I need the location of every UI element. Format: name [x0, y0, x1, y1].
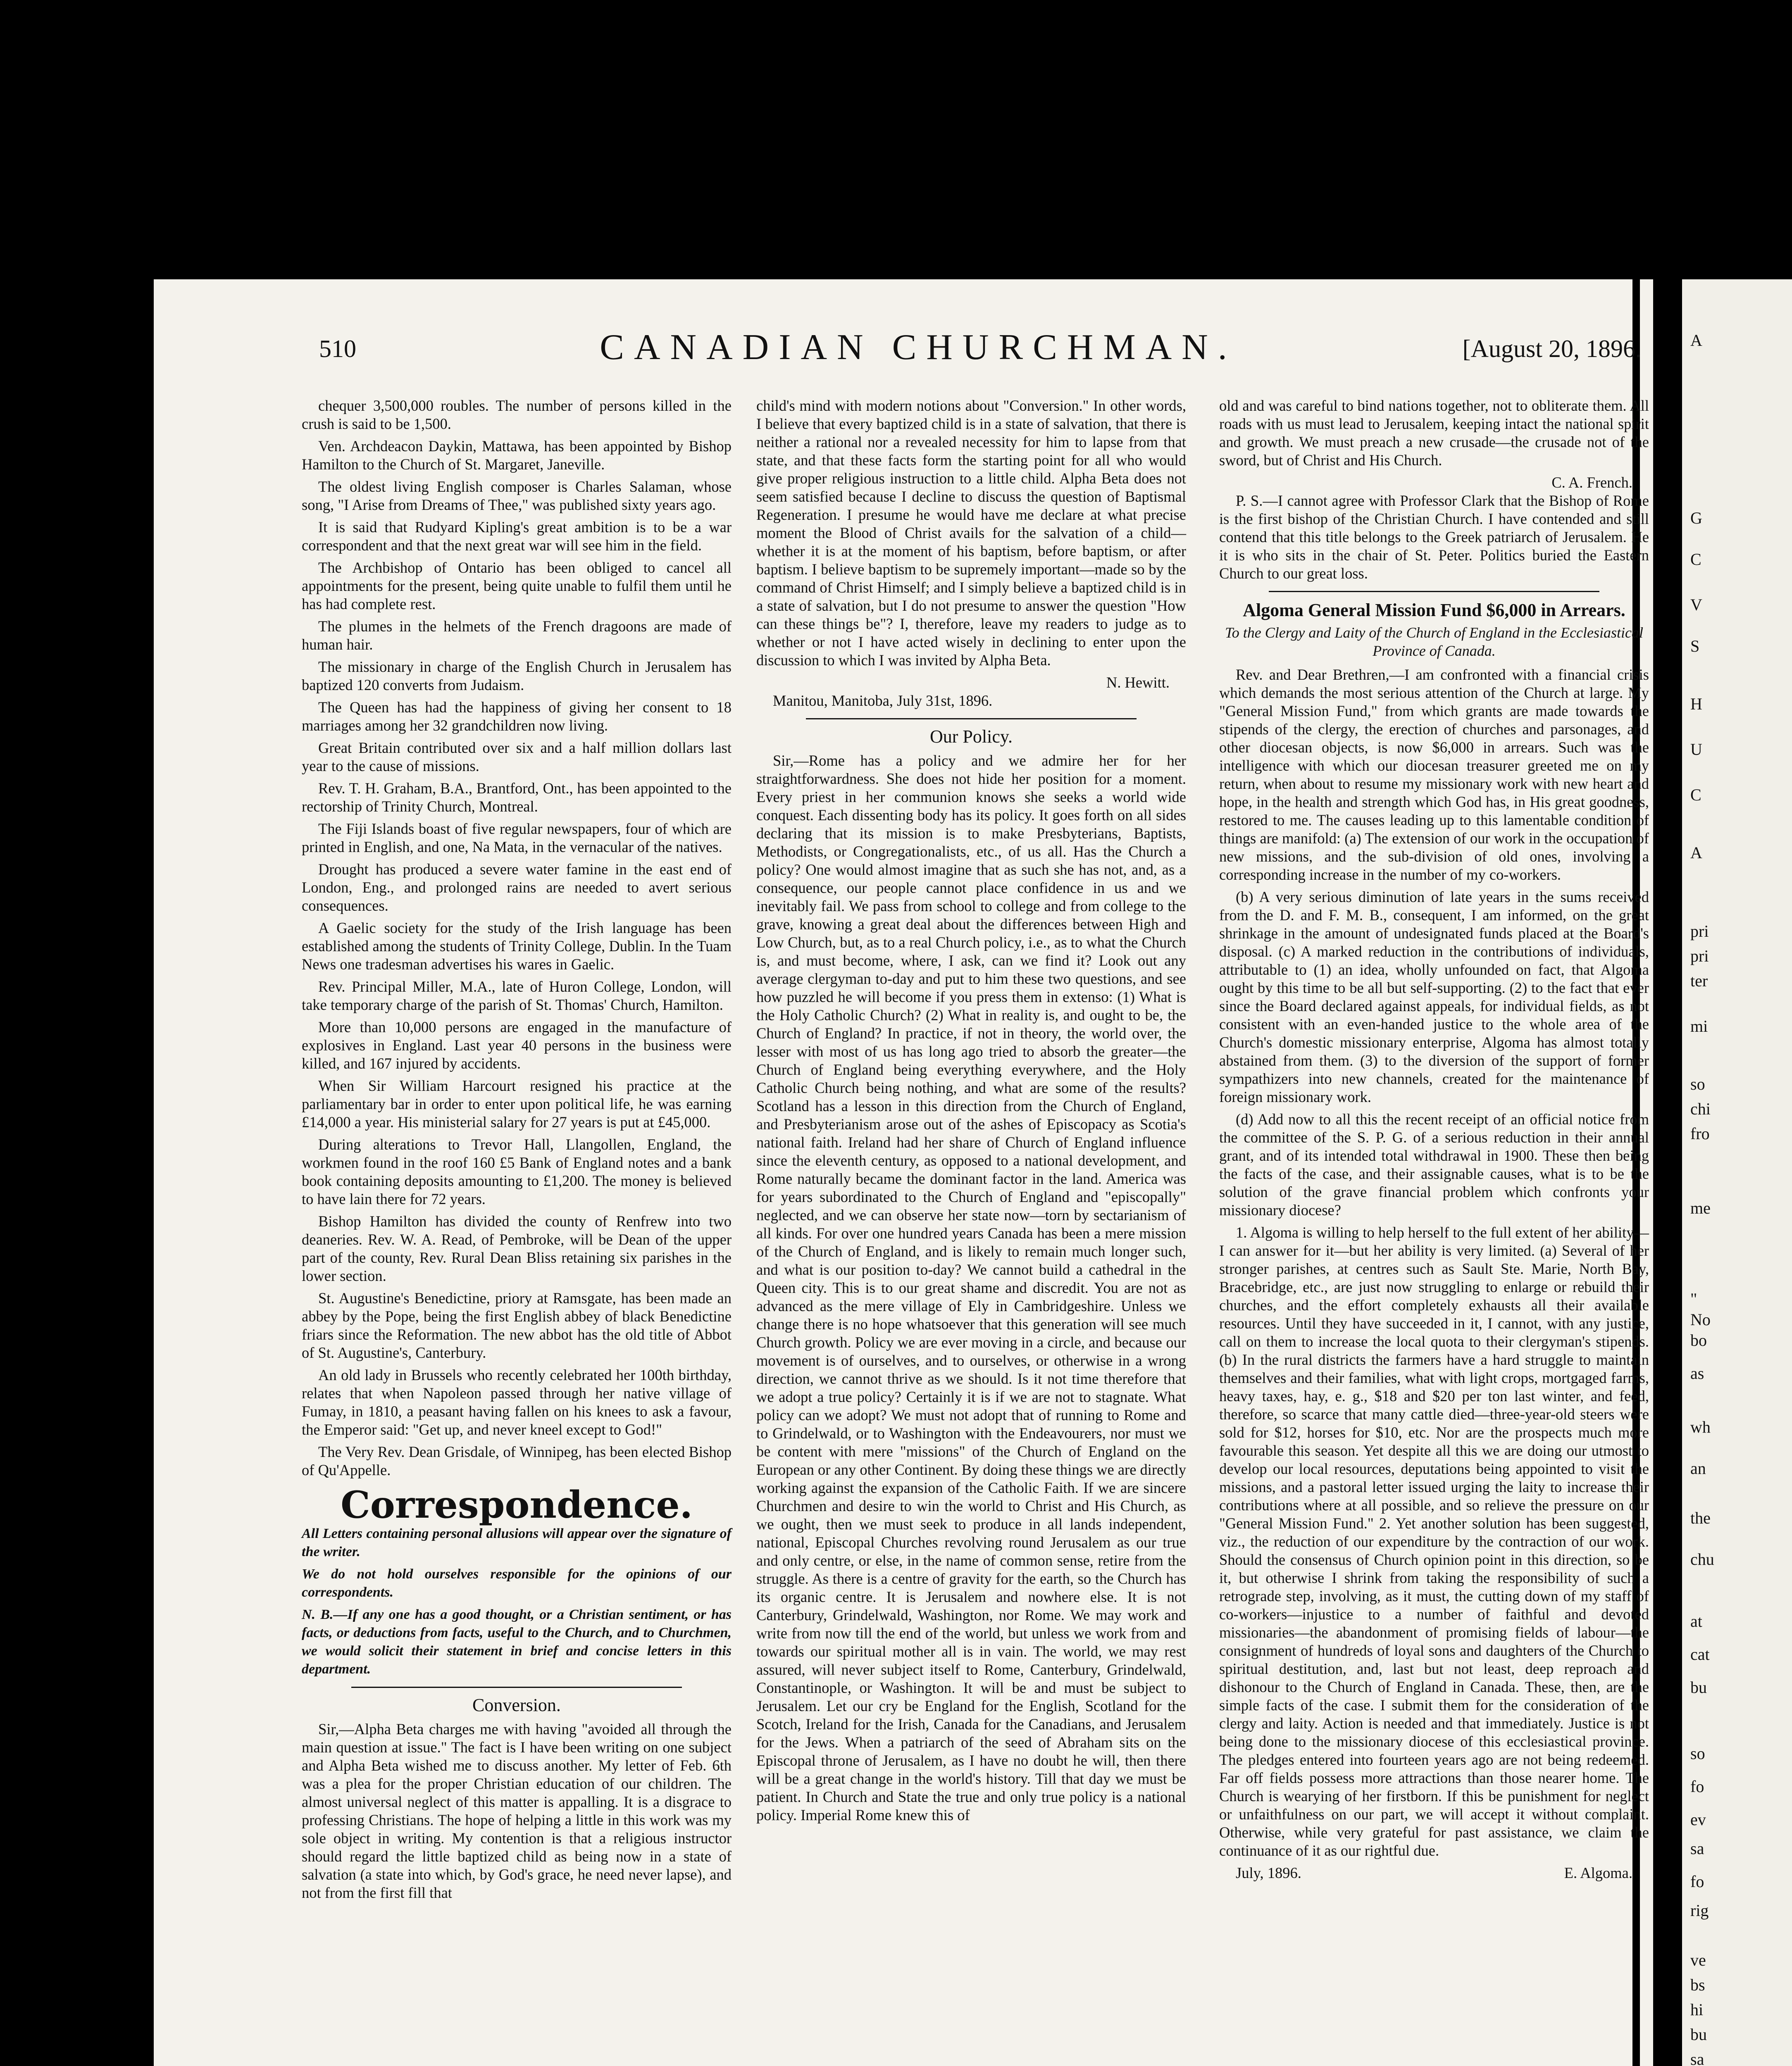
- news-item: When Sir William Harcourt resigned his practice at the parliamentary bar in order to enter upon political life, he was earning £14,000 a year. His ministerial salary for 27 years is put at £45,000.: [302, 1077, 732, 1131]
- correspondence-heading: Correspondence.: [341, 1483, 693, 1527]
- edge-fragment: No: [1690, 1310, 1711, 1329]
- edge-fragment: ve: [1690, 1951, 1706, 1969]
- edge-fragment: sa: [1690, 2050, 1704, 2066]
- news-item: The oldest living English composer is Charles Salaman, whose song, "I Arise from Dreams of Thee," was published sixty years ago.: [302, 478, 732, 513]
- postscript: P. S.—I cannot agree with Professor Clark that the Bishop of Rome is the first bishop of the Christian Church. I have contended and still contend that this title belongs to the Greek patriarch of Jerusalem. He it is who sits in the chair of St. Peter. Politics buried the Eastern Church to our great loss.: [1219, 492, 1649, 582]
- edge-fragment: ": [1690, 1290, 1697, 1308]
- edge-fragment: bu: [1690, 1678, 1707, 1697]
- edge-fragment: fro: [1690, 1124, 1710, 1143]
- news-item: During alterations to Trevor Hall, Llangollen, England, the workmen found in the roof 160 £5 Bank of England notes and a bank book containing deposits amounting to £1,200. The money is believed to have lain there for 72 years.: [302, 1136, 732, 1207]
- column-2: [756, 397, 1186, 1828]
- page-number: 510: [319, 335, 356, 362]
- policy-signature: C. A. French.: [1551, 474, 1632, 491]
- news-item: Ven. Archdeacon Daykin, Mattawa, has been appointed by Bishop Hamilton to the Church of St. Margaret, Janeville.: [302, 438, 732, 473]
- news-item: Rev. Principal Miller, M.A., late of Huron College, London, will take temporary charge of the parish of St. Thomas' Church, Hamilton.: [302, 978, 732, 1013]
- edge-fragment: chi: [1690, 1100, 1711, 1118]
- news-item: The Queen has had the happiness of giving her consent to 18 marriages among her 32 grandchildren now living.: [302, 699, 732, 734]
- divider: [1269, 591, 1599, 592]
- edge-fragment: sa: [1690, 1839, 1704, 1858]
- edge-fragment: fo: [1690, 1777, 1704, 1796]
- page-header: [154, 326, 1683, 372]
- policy-letter-cont: old and was careful to bind nations together, not to obliterate them. All roads with us must lead to Jerusalem, keeping intact the national spirit and growth. We must preach a new crusade—the crusade not of the sword, but of Christ and His Church.: [1219, 397, 1649, 469]
- news-item: St. Augustine's Benedictine, priory at Ramsgate, has been made an abbey by the Pope, being the first English abbey of black Benedictine friars since the Reformation. The new abbot has the old title of Abbot of St. Augustine's, Canterbury.: [302, 1290, 732, 1361]
- edge-fragment: G: [1690, 509, 1702, 527]
- edge-fragment: S: [1690, 637, 1700, 655]
- algoma-subtitle: To the Clergy and Laity of the Church of England in the Ecclesiastical Province of Canada.: [1225, 624, 1643, 659]
- conversion-title: Conversion.: [472, 1695, 561, 1715]
- edge-fragment: A: [1690, 843, 1702, 862]
- edge-fragment: cat: [1690, 1645, 1710, 1664]
- conversion-letter-start: Sir,—Alpha Beta charges me with having "avoided all through the main question at issue." The fact is I have been writing on one subject and Alpha Beta wished me to discuss another. My letter of Feb. 6th was a plea for the proper Christian education of our children. The almost universal neglect of this matter is appalling. It is a disgrace to professing Christians. The hope of helping a little in this work was my sole object in writing. My contention is that a religious instructor should regard the little baptized child as being now in a state of salvation (a state into which, by God's grace, he need never lapse), and not from the first fill that: [302, 1721, 732, 1901]
- edge-fragment: me: [1690, 1199, 1711, 1217]
- column-1: [302, 397, 732, 1906]
- column-3: [1219, 397, 1649, 1886]
- binding-shadow: [1653, 279, 1682, 2066]
- edge-fragment: ev: [1690, 1810, 1706, 1829]
- news-item: The missionary in charge of the English Church in Jerusalem has baptized 120 converts from Judaism.: [302, 658, 732, 693]
- edge-fragment: fo: [1690, 1872, 1704, 1891]
- edge-fragment: bs: [1690, 1976, 1705, 1994]
- notice-line: All Letters containing personal allusions will appear over the signature of the writer.: [302, 1526, 732, 1559]
- closing-date: July, 1896.: [1236, 1864, 1301, 1881]
- editorial-notices: [302, 1525, 732, 1678]
- divider: [806, 718, 1137, 719]
- edge-fragment: V: [1690, 595, 1702, 614]
- edge-fragment: ter: [1690, 971, 1708, 990]
- closing-line: [1219, 1864, 1649, 1882]
- notice-line: N. B.—If any one has a good thought, or a Christian sentiment, or has facts, or deductions from facts, useful to the Church, and to Churchmen, we would solicit their statement in brief and concise letters in this department.: [302, 1607, 732, 1677]
- algoma-paragraph: (d) Add now to all this the recent receipt of an official notice from the committee of the S. P. G. of a serious reduction in their annual grant, and of its intended total withdrawal in 1900. These then being the facts of the case, and their assignable causes, what is to be the solution of the grave financial problem which confronts your missionary diocese?: [1219, 1111, 1649, 1219]
- edge-fragment: so: [1690, 1744, 1705, 1763]
- news-item: More than 10,000 persons are engaged in the manufacture of explosives in England. Last year 40 persons in the business were killed, and 167 injured by accidents.: [302, 1019, 732, 1072]
- edge-fragment: hi: [1690, 2000, 1704, 2019]
- edge-fragment: C: [1690, 550, 1701, 569]
- news-item: An old lady in Brussels who recently celebrated her 100th birthday, relates that when Napoleon passed through her native village of Fumay, in 1810, a peasant having fallen on his knees to ask a favour, the Emperor said: "Get up, and never kneel except to God!": [302, 1366, 732, 1438]
- policy-letter: Sir,—Rome has a policy and we admire her for her straightforwardness. She does not hide her position for a moment. Every priest in her communion knows she seeks a world wide conquest. Each dissenting body has its policy. It goes forth on all sides declaring that its mission is to make Presbyterians, Baptists, Methodists, or Congregationalists, etc., of us all. Has the Church a policy? One would almost imagine that as such she has not, and, as a consequence, our people cannot place confidence in us and we inevitably fail. We pass from school to college and from college to the grave, knowing a great deal about the differences between High and Low Church, but, as to a real Church policy, i.e., as to what the Church is, and must become, where, I ask, can we find it? Look out any average clergyman to-day and put to him these two questions, and see how puzzled he will become if you press them in extenso: (1) What is the Holy Catholic Church? (2) What in reality is, and ought to be, the Church of England? In practice, if not in theory, the world over, the lesser with most of us has long ago tried to absorb the greater—the Church of England being everything everywhere, and the Holy Catholic Church being nothing, and what are some of the results? Scotland has a lesson in this direction from the Church of England, and Presbyterianism arose out of the ashes of Episcopacy as Scotia's national faith. Ireland had her share of Church of England influence since the eleventh century, as opposed to a national development, and Rome naturally became the dominant factor in the land. America was for years subordinated to the Church of England and "episcopally" neglected, and we can observe her state now—torn by sectarianism of all kinds. For over one hundred years Canada has been a mere mission of the Church of England, and is likely to remain much longer such, and what is our position to-day? We cannot build a cathedral in the Queen city. This is to our great shame and discredit. You are not as advanced as the mere village of Ely in Cambridgeshire. Unless we change there is no hope whatsoever that this generation will see much Church growth. Policy we are ever moving in a circle, and because our movement is of ourselves, and to ourselves, or otherwise in a wrong direction, we cannot thrive as we should. Is it not time therefore that we adopt a true policy? Certainly it is if we are not to stagnate. What policy can we adopt? We must not adopt that of running to Rome and to Grindelwald, or to Washington with the Endeavourers, nor must we be content with mere "missions" of the Church of England on the European or any other Continent. By doing these things we are directly working against the expansion of the Catholic Faith. If we are sincere Churchmen and desire to win the world to Christ and His Church, as we ought, then we must seek to produce in all lands independent, national, Episcopal Churches revolving round Jerusalem as our true and only centre, or else, in the name of common sense, retire from the struggle. As there is a centre of gravity for the earth, so the Church has its organic centre. It is Jerusalem and nowhere else. It is not Canterbury, Grindelwald, Washington, nor Rome. We may work and write from now till the end of the world, but unless we work from and towards our spiritual mother all is in vain. The world, we may rest assured, will never subject itself to Rome, Canterbury, Grindelwald, Constantinople, or Washington. It will be and must be subject to Jerusalem. Let our cry be England for the English, Scotland for the Scotch, Ireland for the Irish, Canada for the Canadians, and Jerusalem for the Jews. When a patriarch of the seed of Abraham sits on the Episcopal throne of Jerusalem, as I have no doubt he will, then there will be a great change in the world's history. Till that day we must be patient. In Church and State the true and only true policy is a national policy. Imperial Rome knew this of: [756, 752, 1186, 1823]
- edge-fragment: bo: [1690, 1331, 1707, 1350]
- edge-fragment: A: [1690, 331, 1702, 350]
- edge-fragment: bu: [1690, 2025, 1707, 2044]
- conversion-letter-cont: child's mind with modern notions about "Conversion." In other words, I believe that every baptized child is in a state of salvation, that there is neither a rational nor a revealed necessity for him to lapse from that state, and that these facts form the starting point for all who would give proper religious instruction to a little child. Alpha Beta does not seem satisfied because I decline to discuss the question of Baptismal Regeneration. I presume he would have me declare at what precise moment the Blood of Christ avails for the salvation of a child—whether it is at the moment of his baptism, before baptism, or after baptism. I believe baptism to be supremely important—made so by the command of Christ Himself; and I simply believe a baptized child is in a state of salvation, but I do not presume to answer the question "How can these things be"? I, therefore, leave my readers to judge as to whether or not I have acted wisely in declining to enter upon the discussion to which I was invited by Alpha Beta.: [756, 397, 1186, 669]
- closing-signature: E. Algoma.: [1564, 1864, 1632, 1881]
- edge-fragment: pri: [1690, 922, 1709, 940]
- edge-fragment: an: [1690, 1459, 1706, 1478]
- edge-fragment: H: [1690, 695, 1702, 713]
- edge-fragment: as: [1690, 1364, 1704, 1383]
- news-item: It is said that Rudyard Kipling's great ambition is to be a war correspondent and that the next great war will see him in the field.: [302, 519, 732, 554]
- divider: [351, 1687, 682, 1688]
- edge-fragment: chu: [1690, 1550, 1714, 1569]
- masthead: CANADIAN CHURCHMAN.: [600, 327, 1237, 367]
- news-item: Bishop Hamilton has divided the county of Renfrew into two deaneries. Rev. W. A. Read, of Pembroke, will be Dean of the upper part of the county, Rev. Rural Dean Bliss retaining six parishes in the lower section.: [302, 1213, 732, 1284]
- algoma-letter: [1219, 666, 1649, 1860]
- algoma-title: Algoma General Mission Fund $6,000 in Arrears.: [1243, 600, 1625, 620]
- news-item: Drought has produced a severe water famine in the east end of London, Eng., and prolonged rains are needed to avert serious consequences.: [302, 861, 732, 914]
- news-items: [302, 397, 732, 1479]
- algoma-paragraph: 1. Algoma is willing to help herself to the full extent of her ability—I can answer for it—but her ability is very limited. (a) Several of her stronger parishes, at centres such as Sault Ste. Marie, North Bay, Bracebridge, etc., are just now struggling to enlarge or rebuild their churches, and the effort completely exhausts all their available resources. Until they have succeeded in it, I cannot, with any justice, call on them to increase the local quota to their clergyman's stipends. (b) In the rural districts the farmers have a hard struggle to maintain themselves and their families, what with light crops, mortgaged farms, heavy taxes, hay, e. g., $18 and $20 per ton last winter, and feed, therefore, so scarce that many cattle died—three-year-old steers were sold for $12, horses for $10, etc. Nor are the prospects much more favourable this season. Yet despite all this we are doing our utmost to develop our local resources, deputations being appointed to visit the missions, and a pastoral letter issued urging the laity to increase their contributions where at all possible, and so relieve the pressure on our "General Mission Fund." 2. Yet another solution has been suggested, viz., the reduction of our expenditure by the contraction of our work. Should the consensus of Church opinion point in this direction, so be it, but otherwise I shrink from taking the responsibility of such a retrograde step, involving, as it must, the cutting down of my staff of co-workers—injustice to a number of faithful and devoted missionaries—the abandonment of promising fields of labour—the consignment of hundreds of loyal sons and daughters of the Church to spiritual destitution, and, last but not least, deep reproach and dishonour to the Church of England in Canada. These, then, are the simple facts of the case. I submit them for the consideration of the clergy and laity. Action is needed and that immediately. Justice is not being done to the missionary diocese of this ecclesiastical province. The pledges entered into fourteen years ago are not being redeemed. Far off fields possess more attractions than those nearer home. The Church is wearying of her firstborn. If this be punishment for neglect or unfaithfulness on our part, we will accept it without complaint. Otherwise, while very grateful for past assistance, we claim the continuance of it as our rightful due.: [1219, 1224, 1649, 1859]
- news-item: chequer 3,500,000 roubles. The number of persons killed in the crush is said to be 1,500.: [302, 397, 732, 432]
- news-item: The Archbishop of Ontario has been obliged to cancel all appointments for the present, being quite unable to fulfil them until he has had complete rest.: [302, 559, 732, 612]
- algoma-paragraph: Rev. and Dear Brethren,—I am confronted with a financial crisis which demands the most serious attention of the Church at large. My "General Mission Fund," from which grants are made towards the stipends of the clergy, the erection of churches and parsonages, and other diocesan objects, is now $6,000 in arrears. Such was the intelligence with which our diocesan treasurer greeted me on my return, when about to resume my missionary work with new heart and hope, in the health and strength which God has, in His great goodness, restored to me. The causes leading up to this lamentable condition of things are manifold: (a) The extension of our work in the occupation of new missions, and the sub-division of old ones, involving a corresponding increase in the number of my co-workers.: [1219, 666, 1649, 883]
- edge-fragment: C: [1690, 785, 1701, 804]
- edge-fragment: mi: [1690, 1017, 1708, 1035]
- edge-fragment: pri: [1690, 947, 1709, 965]
- news-item: The Very Rev. Dean Grisdale, of Winnipeg, has been elected Bishop of Qu'Appelle.: [302, 1443, 732, 1478]
- news-item: Great Britain contributed over six and a half million dollars last year to the cause of missions.: [302, 739, 732, 774]
- edge-fragment: U: [1690, 740, 1702, 759]
- edge-fragment: rig: [1690, 1901, 1709, 1920]
- news-item: A Gaelic society for the study of the Irish language has been established among the students of Trinity College, Dublin. In the Tuam News one tradesman advertises his wares in Gaelic.: [302, 919, 732, 973]
- edge-fragment: at: [1690, 1612, 1702, 1630]
- edge-fragment: wh: [1690, 1418, 1711, 1436]
- issue-date: [August 20, 1896.: [1462, 335, 1642, 362]
- news-item: Rev. T. H. Graham, B.A., Brantford, Ont., has been appointed to the rectorship of Trinity Church, Montreal.: [302, 780, 732, 815]
- policy-title: Our Policy.: [929, 726, 1013, 747]
- notice-line: We do not hold ourselves responsible for the opinions of our correspondents.: [302, 1566, 732, 1600]
- facing-page-edge: [1683, 279, 1792, 2066]
- conversion-signature: N. Hewitt.: [1106, 674, 1170, 691]
- news-item: The Fiji Islands boast of five regular newspapers, four of which are printed in English, and one, Na Mata, in the vernacular of the natives.: [302, 820, 732, 855]
- edge-fragment: so: [1690, 1075, 1705, 1093]
- news-item: The plumes in the helmets of the French dragoons are made of human hair.: [302, 618, 732, 653]
- conversion-place-date: Manitou, Manitoba, July 31st, 1896.: [773, 692, 993, 709]
- algoma-paragraph: (b) A very serious diminution of late years in the sums received from the D. and F. M. B., consequent, I am informed, on the great shrinkage in the amount of undesignated funds placed at the Board's disposal. (c) A marked reduction in the contributions of individuals, attributable to (1) an idea, wholly unfounded on fact, that Algoma ought by this time to be all but self-supporting. (2) to the fact that ever since the Board declared against appeals, for individual fields, as not consistent with an even-handed justice to the whole area of the Church's domestic missionary enterprise, Algoma has almost totally abstained from them. (3) to the diversion of the support of former sympathizers into new channels, created for the maintenance of foreign missionary work.: [1219, 888, 1649, 1105]
- edge-fragment: the: [1690, 1509, 1711, 1527]
